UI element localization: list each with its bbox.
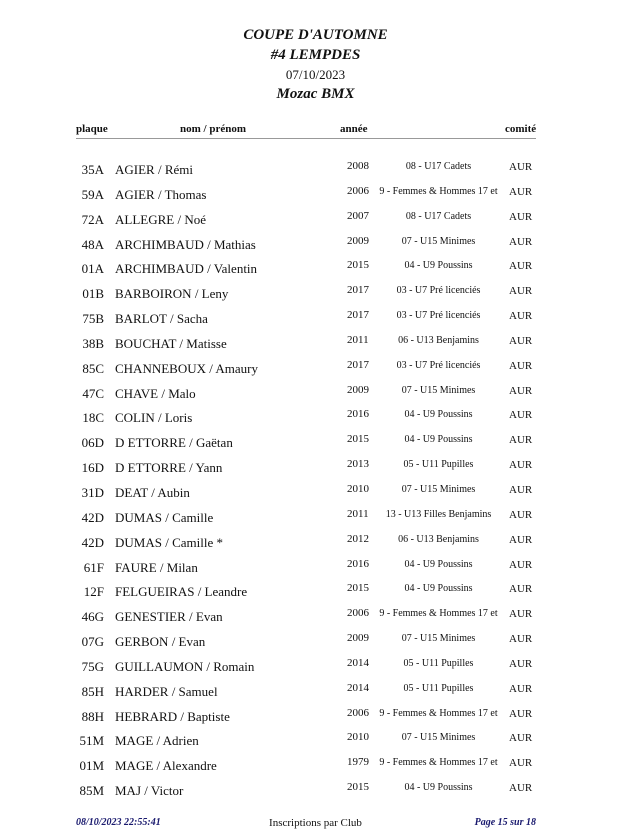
committee-cell: AUR bbox=[509, 210, 533, 223]
plate-cell: 35A bbox=[81, 162, 104, 177]
committee-cell: AUR bbox=[509, 409, 533, 422]
event-date: 07/10/2023 bbox=[285, 67, 346, 82]
name-cell: BOUCHAT / Matisse bbox=[115, 335, 227, 351]
committee-cell: AUR bbox=[509, 558, 533, 571]
category-cell: 03 - U7 Pré licenciés bbox=[396, 285, 481, 297]
category-cell: 07 - U15 Minimes bbox=[401, 633, 476, 645]
name-cell: ALLEGRE / Noé bbox=[115, 211, 206, 227]
column-header-plaque: plaque bbox=[76, 123, 108, 135]
category-cell: 04 - U9 Poussins bbox=[404, 260, 473, 272]
year-cell: 1979 bbox=[347, 756, 369, 769]
name-cell: FAURE / Milan bbox=[115, 559, 198, 575]
plate-cell: 48A bbox=[81, 236, 104, 252]
year-cell: 2012 bbox=[347, 532, 369, 545]
table-row bbox=[0, 483, 631, 508]
year-cell: 2013 bbox=[347, 458, 369, 471]
column-header-committee: comité bbox=[505, 123, 537, 135]
table-row bbox=[0, 533, 631, 558]
year-cell: 2009 bbox=[347, 383, 369, 396]
plate-cell: 38B bbox=[82, 335, 104, 351]
committee-cell: AUR bbox=[509, 682, 533, 695]
committee-cell: AUR bbox=[509, 782, 533, 795]
committee-cell: AUR bbox=[509, 161, 533, 173]
name-cell: D ETTORRE / Yann bbox=[115, 460, 223, 476]
table-row bbox=[0, 582, 631, 607]
plate-cell: 42D bbox=[81, 534, 104, 550]
category-cell: 03 - U7 Pré licenciés bbox=[396, 310, 481, 322]
table-row bbox=[0, 384, 631, 409]
column-header-year: année bbox=[340, 123, 368, 135]
table-row bbox=[0, 433, 631, 458]
category-cell: 08 - U17 Cadets bbox=[405, 161, 472, 172]
year-cell: 2017 bbox=[347, 284, 369, 297]
page-number: Page 15 sur 18 bbox=[474, 817, 536, 828]
category-cell: 13 - U13 Filles Benjamins bbox=[385, 508, 492, 520]
category-cell: 03 - U7 Pré licenciés bbox=[396, 359, 481, 371]
table-row bbox=[0, 408, 631, 433]
year-cell: 2006 bbox=[347, 184, 369, 197]
category-cell: 07 - U15 Minimes bbox=[401, 483, 476, 495]
plate-cell: 06D bbox=[81, 435, 104, 451]
committee-cell: AUR bbox=[509, 334, 533, 347]
table-row bbox=[0, 259, 631, 284]
year-cell: 2015 bbox=[347, 433, 369, 446]
plate-cell: 75B bbox=[82, 311, 104, 327]
name-cell: AGIER / Thomas bbox=[115, 186, 207, 202]
committee-cell: AUR bbox=[509, 434, 533, 447]
plate-cell: 85M bbox=[79, 783, 104, 799]
category-cell: 04 - U9 Poussins bbox=[404, 558, 473, 570]
table-row bbox=[0, 756, 631, 781]
plate-cell: 88H bbox=[81, 708, 104, 724]
name-cell: GENESTIER / Evan bbox=[115, 609, 223, 625]
name-cell: DUMAS / Camille * bbox=[115, 534, 223, 550]
category-cell: 9 - Femmes & Hommes 17 et bbox=[379, 757, 498, 769]
table-row bbox=[0, 731, 631, 756]
plate-cell: 12F bbox=[83, 584, 104, 600]
name-cell: DUMAS / Camille bbox=[115, 509, 214, 525]
header-divider bbox=[76, 138, 536, 139]
plate-cell: 18C bbox=[82, 410, 104, 426]
category-cell: 04 - U9 Poussins bbox=[404, 782, 473, 794]
name-cell: CHANNEBOUX / Amaury bbox=[115, 360, 258, 376]
category-cell: 07 - U15 Minimes bbox=[401, 235, 476, 247]
name-cell: GUILLAUMON / Romain bbox=[115, 658, 255, 674]
year-cell: 2015 bbox=[347, 781, 369, 794]
plate-cell: 85C bbox=[82, 360, 104, 376]
name-cell: MAGE / Alexandre bbox=[115, 758, 217, 774]
club-name: Mozac BMX bbox=[276, 86, 355, 102]
table-row bbox=[0, 185, 631, 210]
name-cell: BARBOIRON / Leny bbox=[115, 286, 229, 302]
year-cell: 2011 bbox=[347, 333, 369, 346]
table-row bbox=[0, 210, 631, 235]
category-cell: 04 - U9 Poussins bbox=[404, 409, 473, 421]
name-cell: FELGUEIRAS / Leandre bbox=[115, 584, 248, 600]
category-cell: 05 - U11 Pupilles bbox=[403, 682, 474, 694]
table-row bbox=[0, 558, 631, 583]
name-cell: DEAT / Aubin bbox=[115, 484, 190, 500]
name-cell: D ETTORRE / Gaëtan bbox=[115, 435, 233, 451]
category-cell: 9 - Femmes & Hommes 17 et bbox=[379, 185, 498, 197]
print-timestamp: 08/10/2023 22:55:41 bbox=[76, 817, 161, 828]
table-row bbox=[0, 508, 631, 533]
year-cell: 2016 bbox=[347, 408, 369, 421]
name-cell: AGIER / Rémi bbox=[115, 162, 193, 177]
committee-cell: AUR bbox=[509, 633, 533, 646]
committee-cell: AUR bbox=[509, 235, 533, 248]
registration-list bbox=[0, 160, 631, 806]
name-cell: ARCHIMBAUD / Valentin bbox=[115, 261, 258, 277]
committee-cell: AUR bbox=[509, 583, 533, 596]
category-cell: 06 - U13 Benjamins bbox=[398, 334, 479, 346]
category-cell: 07 - U15 Minimes bbox=[401, 732, 476, 744]
name-cell: CHAVE / Malo bbox=[115, 385, 196, 401]
committee-cell: AUR bbox=[509, 508, 533, 521]
report-name: Inscriptions par Club bbox=[269, 817, 362, 829]
plate-cell: 75G bbox=[81, 658, 104, 674]
committee-cell: AUR bbox=[509, 260, 533, 273]
category-cell: 07 - U15 Minimes bbox=[401, 384, 476, 396]
category-cell: 05 - U11 Pupilles bbox=[403, 459, 474, 471]
table-row bbox=[0, 160, 631, 185]
plate-cell: 51M bbox=[79, 733, 104, 749]
committee-cell: AUR bbox=[509, 285, 533, 298]
year-cell: 2015 bbox=[347, 259, 369, 272]
committee-cell: AUR bbox=[509, 608, 533, 621]
year-cell: 2009 bbox=[347, 234, 369, 247]
table-row bbox=[0, 334, 631, 359]
plate-cell: 72A bbox=[81, 211, 104, 227]
year-cell: 2017 bbox=[347, 358, 369, 371]
plate-cell: 01M bbox=[79, 758, 104, 774]
plate-cell: 85H bbox=[81, 683, 104, 699]
category-cell: 08 - U17 Cadets bbox=[405, 210, 472, 222]
committee-cell: AUR bbox=[509, 185, 533, 198]
category-cell: 04 - U9 Poussins bbox=[404, 583, 473, 595]
plate-cell: 31D bbox=[81, 484, 104, 500]
committee-cell: AUR bbox=[509, 533, 533, 546]
table-row bbox=[0, 359, 631, 384]
plate-cell: 01B bbox=[82, 286, 104, 302]
name-cell: MAGE / Adrien bbox=[115, 733, 199, 749]
plate-cell: 16D bbox=[81, 460, 104, 476]
committee-cell: AUR bbox=[509, 310, 533, 323]
table-row bbox=[0, 632, 631, 657]
plate-cell: 46G bbox=[81, 609, 104, 625]
year-cell: 2006 bbox=[347, 607, 369, 620]
year-cell: 2016 bbox=[347, 557, 369, 570]
name-cell: MAJ / Victor bbox=[115, 783, 184, 799]
table-row bbox=[0, 284, 631, 309]
year-cell: 2009 bbox=[347, 632, 369, 645]
table-row bbox=[0, 781, 631, 806]
event-subtitle: #4 LEMPDES bbox=[270, 47, 361, 63]
committee-cell: AUR bbox=[509, 732, 533, 745]
committee-cell: AUR bbox=[509, 757, 533, 770]
year-cell: 2010 bbox=[347, 482, 369, 495]
name-cell: COLIN / Loris bbox=[115, 410, 193, 426]
year-cell: 2006 bbox=[347, 706, 369, 719]
name-cell: HEBRARD / Baptiste bbox=[115, 708, 230, 724]
table-row bbox=[0, 309, 631, 334]
category-cell: 9 - Femmes & Hommes 17 et bbox=[379, 707, 498, 719]
plate-cell: 42D bbox=[81, 509, 104, 525]
year-cell: 2010 bbox=[347, 731, 369, 744]
table-row bbox=[0, 235, 631, 260]
table-row bbox=[0, 682, 631, 707]
category-cell: 9 - Femmes & Hommes 17 et bbox=[379, 608, 498, 620]
event-title: COUPE D'AUTOMNE bbox=[243, 27, 388, 43]
plate-cell: 61F bbox=[83, 559, 104, 575]
table-row bbox=[0, 607, 631, 632]
table-row bbox=[0, 707, 631, 732]
committee-cell: AUR bbox=[509, 459, 533, 472]
year-cell: 2017 bbox=[347, 309, 369, 322]
committee-cell: AUR bbox=[509, 707, 533, 720]
year-cell: 2007 bbox=[347, 209, 369, 222]
category-cell: 05 - U11 Pupilles bbox=[403, 657, 474, 669]
name-cell: BARLOT / Sacha bbox=[115, 311, 208, 327]
committee-cell: AUR bbox=[509, 384, 533, 397]
committee-cell: AUR bbox=[509, 657, 533, 670]
plate-cell: 01A bbox=[81, 261, 104, 277]
name-cell: ARCHIMBAUD / Mathias bbox=[115, 236, 256, 252]
year-cell: 2011 bbox=[347, 507, 369, 520]
name-cell: HARDER / Samuel bbox=[115, 683, 218, 699]
plate-cell: 59A bbox=[81, 186, 104, 202]
name-cell: GERBON / Evan bbox=[115, 634, 206, 650]
year-cell: 2014 bbox=[347, 656, 369, 669]
plate-cell: 07G bbox=[81, 634, 104, 650]
committee-cell: AUR bbox=[509, 483, 533, 496]
plate-cell: 47C bbox=[82, 385, 104, 401]
category-cell: 04 - U9 Poussins bbox=[404, 434, 473, 446]
table-row bbox=[0, 657, 631, 682]
category-cell: 06 - U13 Benjamins bbox=[398, 533, 479, 545]
year-cell: 2008 bbox=[347, 160, 369, 172]
table-row bbox=[0, 458, 631, 483]
committee-cell: AUR bbox=[509, 359, 533, 372]
year-cell: 2014 bbox=[347, 681, 369, 694]
year-cell: 2015 bbox=[347, 582, 369, 595]
column-header-name: nom / prénom bbox=[180, 123, 246, 135]
